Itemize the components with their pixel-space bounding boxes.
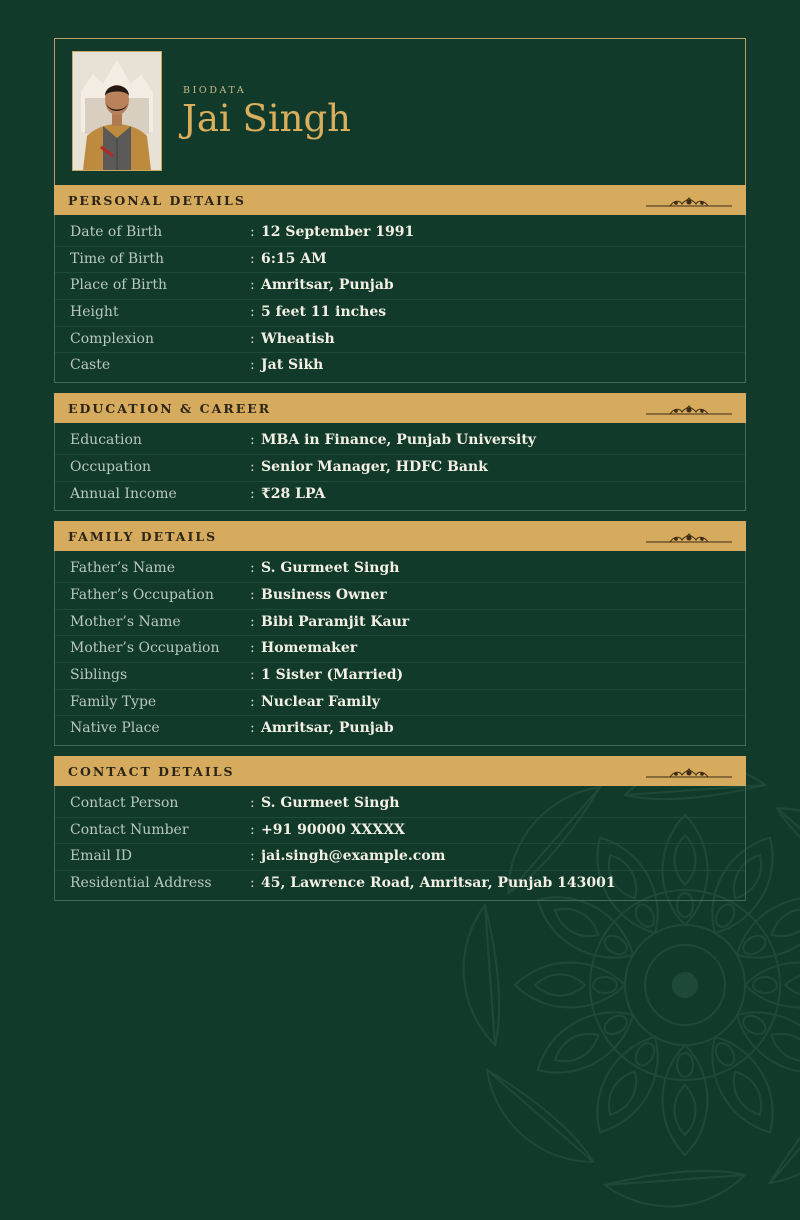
row-value: MBA in Finance, Punjab University [261,432,536,449]
detail-row [55,871,745,897]
row-label: Date of Birth [70,224,163,240]
row-value: ₹28 LPA [261,485,326,502]
row-colon: : [250,458,255,475]
detail-row [55,353,745,379]
section-header [54,393,746,423]
section-title: EDUCATION & CAREER [68,401,272,417]
contact-details-section [54,756,746,901]
detail-row [55,716,745,742]
row-colon: : [250,250,255,267]
row-colon: : [250,720,255,737]
row-colon: : [250,821,255,838]
row-label: Caste [70,357,111,374]
detail-row [55,583,745,610]
row-colon: : [250,560,255,577]
row-value: S. Gurmeet Singh [261,560,400,577]
flourish-ornament-icon [646,765,732,781]
section-header [54,756,746,786]
row-label: Mother’s Name [70,613,181,630]
row-value: Amritsar, Punjab [261,277,394,294]
detail-row [55,791,745,818]
detail-row [55,455,745,482]
row-label: Email ID [70,848,133,865]
profile-photo [72,51,162,171]
row-colon: : [250,357,255,374]
section-header [54,185,746,215]
row-colon: : [250,795,255,811]
row-label: Place of Birth [70,277,167,294]
row-label: Native Place [70,720,160,737]
row-colon: : [250,848,255,865]
row-label: Complexion [70,330,154,347]
profile-header [54,38,746,185]
row-label: Father’s Name [70,560,175,577]
section-title: FAMILY DETAILS [68,529,218,545]
flourish-ornament-icon [646,194,732,210]
row-label: Contact Number [70,821,189,838]
profile-name: Jai Singh [182,97,352,140]
row-value: 6:15 AM [261,250,327,267]
row-colon: : [250,330,255,347]
row-value: 1 Sister (Married) [261,666,404,683]
row-value: Bibi Paramjit Kaur [261,613,410,630]
detail-row [55,428,745,455]
family-details-section [54,521,746,746]
detail-row [55,844,745,871]
row-value: Homemaker [261,640,358,657]
row-value: Senior Manager, HDFC Bank [261,458,488,475]
row-label: Siblings [70,666,128,683]
biodata-sheet [54,38,746,901]
flourish-ornament-icon [646,530,732,546]
biodata-eyebrow: BIODATA [183,85,247,96]
row-label: Family Type [70,693,157,710]
row-value: 45, Lawrence Road, Amritsar, Punjab 143001 [261,875,616,892]
detail-row [55,636,745,663]
row-label: Father’s Occupation [70,586,214,603]
row-colon: : [250,304,255,321]
row-colon: : [250,613,255,630]
row-value: 5 feet 11 inches [261,304,387,321]
row-colon: : [250,224,255,240]
row-colon: : [250,432,255,449]
detail-row [55,300,745,327]
row-value: 12 September 1991 [261,224,415,240]
detail-row [55,556,745,583]
person-photo-icon [73,52,161,170]
row-label: Contact Person [70,795,179,811]
row-label: Education [70,432,142,449]
detail-row [55,690,745,717]
row-value: +91 90000 XXXXX [261,821,405,838]
detail-row [55,220,745,247]
row-colon: : [250,640,255,657]
row-label: Time of Birth [70,250,164,267]
row-colon: : [250,666,255,683]
detail-row [55,818,745,845]
row-value: S. Gurmeet Singh [261,795,400,811]
row-label: Annual Income [70,485,177,502]
row-colon: : [250,586,255,603]
section-header [54,521,746,551]
detail-row [55,247,745,274]
row-label: Height [70,304,119,321]
row-colon: : [250,485,255,502]
section-title: PERSONAL DETAILS [68,193,246,208]
row-value: Amritsar, Punjab [261,720,394,737]
detail-row [55,610,745,637]
row-value: jai.singh@example.com [261,848,446,865]
detail-row [55,327,745,354]
detail-row [55,482,745,508]
row-value: Business Owner [261,586,387,603]
row-value: Nuclear Family [261,693,380,710]
row-colon: : [250,693,255,710]
row-label: Mother’s Occupation [70,640,220,657]
row-label: Residential Address [70,875,212,892]
row-colon: : [250,875,255,892]
row-value: Wheatish [261,330,335,347]
section-title: CONTACT DETAILS [68,764,235,779]
personal-details-section [54,185,746,383]
row-label: Occupation [70,458,152,475]
detail-row [55,663,745,690]
row-value: Jat Sikh [261,357,324,374]
education-career-section [54,393,746,511]
row-colon: : [250,277,255,294]
detail-row [55,273,745,300]
flourish-ornament-icon [646,402,732,418]
